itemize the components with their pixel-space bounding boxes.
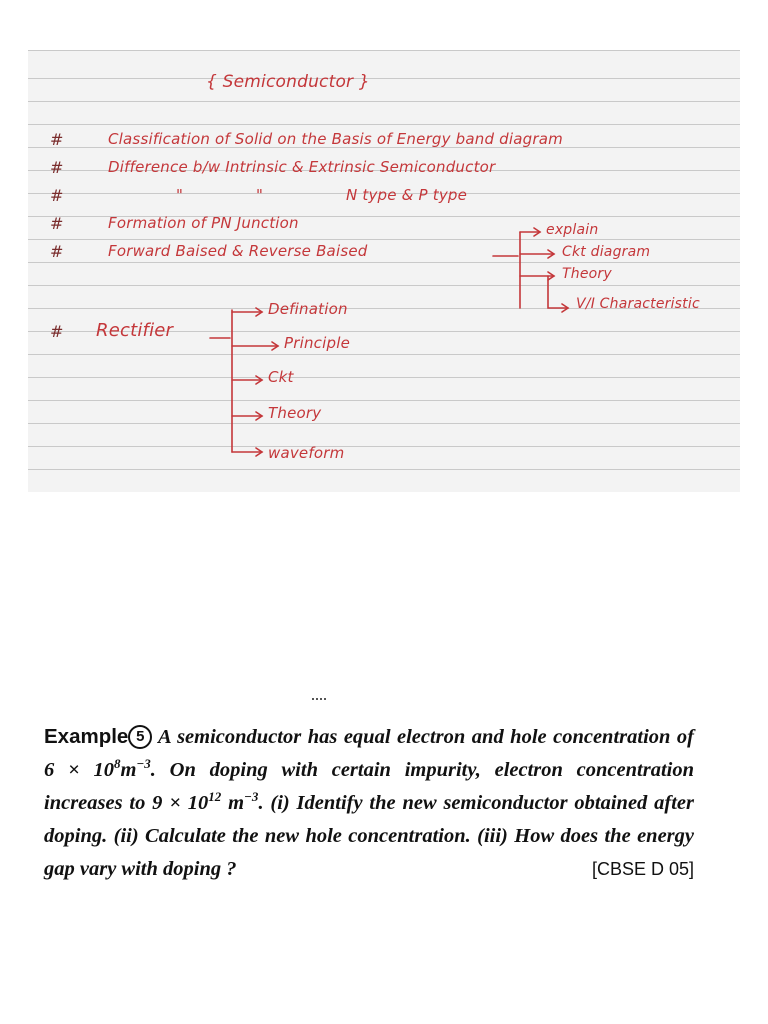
- exponent: 8: [113, 756, 121, 771]
- example-problem: [44, 720, 694, 886]
- exponent: −3: [136, 756, 151, 771]
- ditto-mark: ": [256, 186, 264, 204]
- note-line-ntype-ptype: N type & P type: [346, 186, 468, 204]
- rectifier-item-ckt: Ckt: [268, 368, 294, 386]
- note-line-classification: Classification of Solid on the Basis of Energy band diagram: [108, 130, 563, 148]
- source-citation: [CBSE D 05]: [591, 859, 694, 879]
- note-line-difference: Difference b/w Intrinsic & Extrinsic Semiconductor: [108, 158, 496, 176]
- rectifier-item-theory: Theory: [268, 404, 322, 422]
- rectifier-item-definition: Defination: [268, 300, 348, 318]
- example-label: Example: [44, 725, 129, 748]
- bullet-hash: #: [50, 158, 64, 177]
- bullet-hash: #: [50, 186, 64, 205]
- exponent: 12: [208, 789, 222, 804]
- note-line-pn-junction: Formation of PN Junction: [108, 214, 299, 232]
- bias-item-explain: explain: [546, 222, 599, 238]
- example-number: 5: [128, 725, 152, 749]
- rectifier-item-waveform: waveform: [268, 444, 345, 462]
- notes-title: { Semiconductor }: [206, 72, 370, 92]
- bias-item-vi-characteristic: V/I Characteristic: [576, 296, 700, 312]
- example-text: A semiconductor has equal electron and hole concentration of 6 × 10: [44, 726, 694, 781]
- bias-item-theory: Theory: [562, 266, 612, 282]
- handwritten-notes-photo: [28, 50, 740, 492]
- bullet-hash: #: [50, 322, 64, 341]
- separator-dots: [312, 698, 326, 700]
- example-text: . (i) Identify the new semiconductor obtained after doping. (ii) Calculate the new hole concentration. (iii) How does the energy gap vary with doping ?: [44, 792, 694, 880]
- unit: m: [221, 792, 245, 814]
- exponent: −3: [244, 789, 259, 804]
- note-rectifier: Rectifier: [96, 320, 174, 341]
- unit: m: [120, 759, 137, 781]
- example-text: . On doping with certain impurity, electron concentration increases to 9 × 10: [44, 759, 694, 814]
- rectifier-item-principle: Principle: [284, 334, 351, 352]
- ditto-mark: ": [176, 186, 184, 204]
- bullet-hash: #: [50, 214, 64, 233]
- note-line-bias: Forward Baised & Reverse Baised: [108, 242, 368, 260]
- bullet-hash: #: [50, 130, 64, 149]
- bullet-hash: #: [50, 242, 64, 261]
- bracket-arrows: [28, 50, 740, 492]
- bias-item-ckt-diagram: Ckt diagram: [562, 244, 651, 260]
